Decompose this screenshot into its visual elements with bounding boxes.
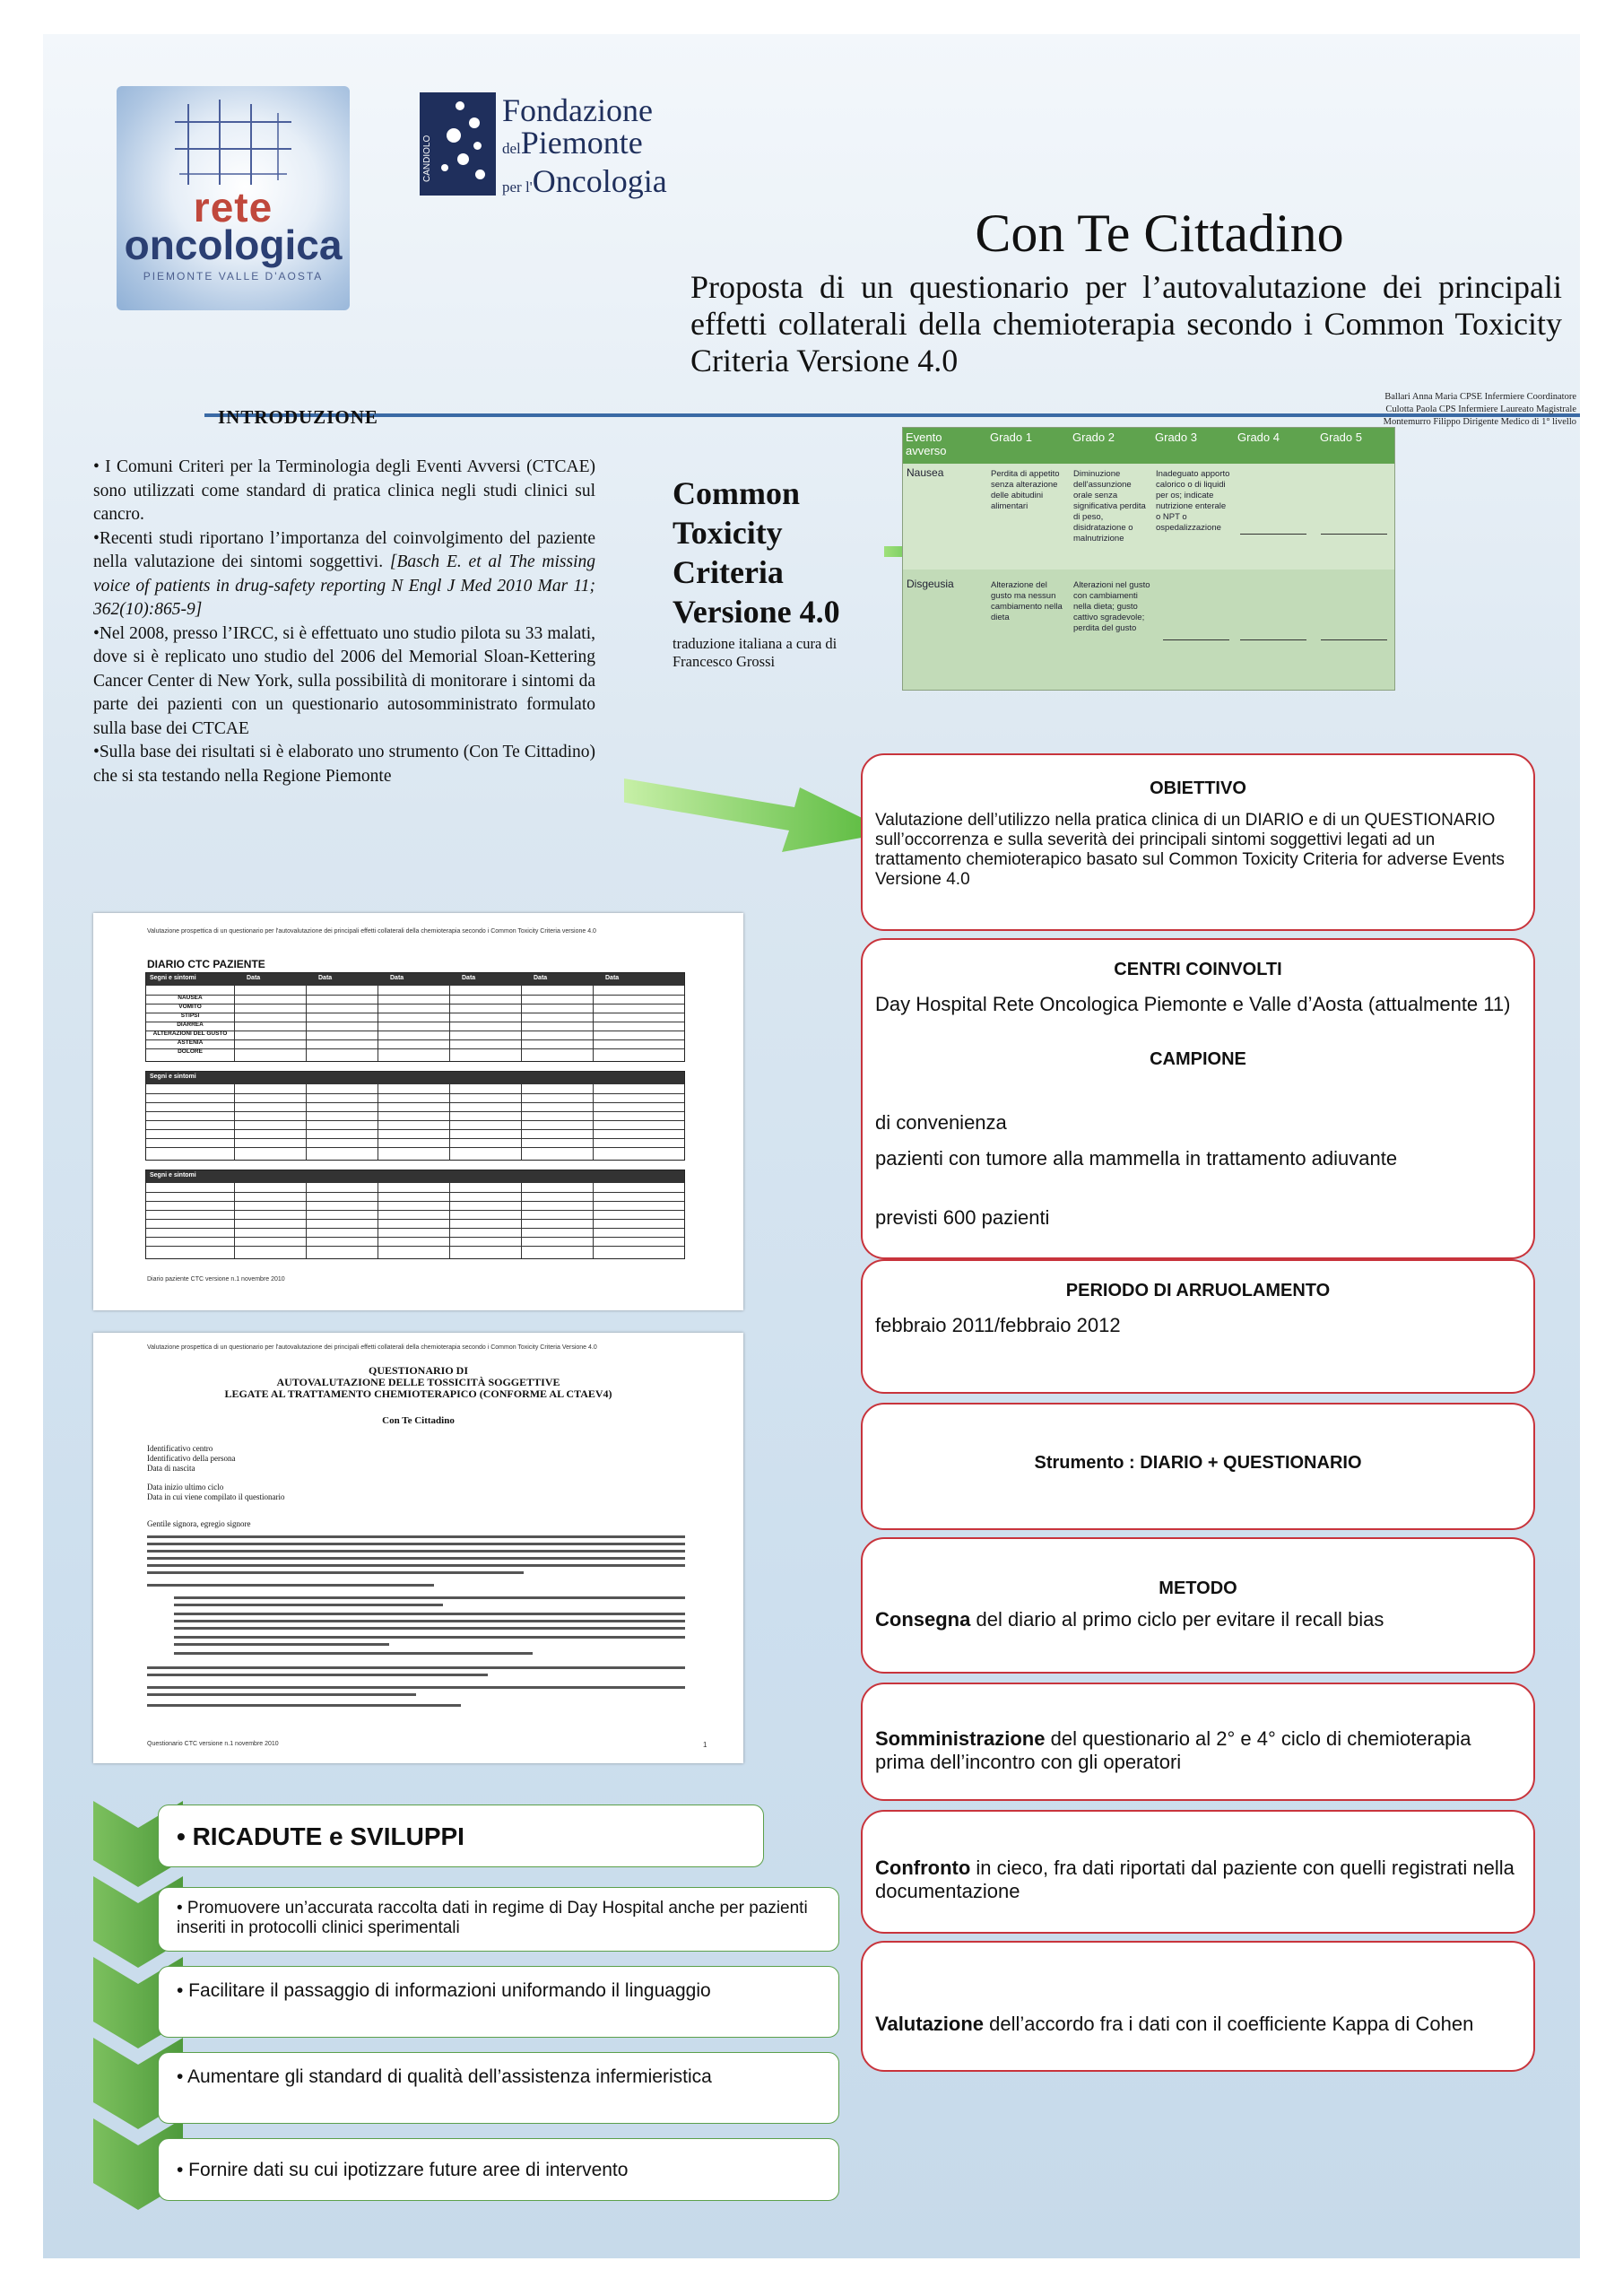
ctc-row-nausea-g1: Perdita di appetito senza alterazione delle abitudini alimentari (991, 469, 1060, 511)
centri-heading: CENTRI COINVOLTI (1114, 960, 1282, 979)
confronto-keyword: Confronto (875, 1857, 971, 1879)
fondazione-del: del (502, 140, 521, 157)
campione-line1: di convenienza (875, 1111, 1007, 1134)
fondazione-text (502, 94, 667, 204)
ctc-header-grado5: Grado 5 (1320, 430, 1362, 444)
fondazione-logo (420, 92, 698, 199)
fondazione-oncologia: Oncologia (532, 163, 667, 199)
campione-line3: previsti 600 pazienti (875, 1206, 1050, 1229)
rete-word: rete (193, 184, 273, 230)
questionario-name: Con Te Cittadino (382, 1415, 455, 1426)
ctc-line2: Toxicity (673, 515, 783, 551)
diario-table-3: Segni e sintomi (145, 1170, 685, 1259)
valutazione-text: dell’accordo fra i dati con il coefficiente Kappa di Cohen (984, 2013, 1474, 2035)
ctc-table (902, 427, 1395, 691)
author-2: Culotta Paola CPS Infermiere Laureato Magistrale (1385, 404, 1576, 414)
intro-p1: • I Comuni Criteri per la Terminologia degli Eventi Avversi (CTCAE) sono utilizzati come standard di pratica clinica negli studi clinici sul cancro. (93, 457, 595, 524)
poster-subtitle: Proposta di un questionario per l’autovalutazione dei principali effetti collaterali della chemioterapia secondo i Common Toxicity Criteria Versione 4.0 (690, 269, 1562, 378)
intro-citation: [Basch E. et al The missing voice of patients in drug-safety reporting N Engl J Med 2010 Mar 11; 362(10):865-9] (93, 552, 596, 619)
ricadute-item-4-text: • Fornire dati su cui ipotizzare future aree di intervento (177, 2160, 629, 2180)
somministrazione-box (861, 1683, 1535, 1801)
intro-p3: •Nel 2008, presso l’IRCC, si è effettuato uno studio pilota su 33 malati, dove si è replicato uno studio del 2006 del Memorial Sloan-Kettering Cancer Center di New York, sulla possibilità di monitorare i sintomi da parte dei pazienti con un questionario autosomministrato formulato sulla base dei CTCAE (93, 623, 595, 738)
ctc-table-header (903, 428, 1394, 464)
confronto-box (861, 1810, 1535, 1934)
intro-p4: •Sulla base dei risultati si è elaborato uno strumento (Con Te Cittadino) che si sta testando nella Regione Piemonte (93, 743, 595, 786)
large-arrow-icon (624, 752, 893, 859)
strumento-text: Strumento : DIARIO + QUESTIONARIO (1034, 1453, 1362, 1473)
obiettivo-box (861, 753, 1535, 931)
diario-top-note: Valutazione prospettica di un questionario per l'autovalutazione dei principali effetti collaterali della chemioterapia secondo i Common Toxicity Criteria versione 4.0 (147, 928, 596, 935)
confronto-text: in cieco, fra dati riportati dal paziente con quelli registrati nella documentazione (875, 1857, 1515, 1902)
obiettivo-text: Valutazione dell’utilizzo nella pratica clinica di un DIARIO e di un QUESTIONARIO sull’occorrenza e sulla severità dei principali sintomi soggettivi legati ad un trattamento chemioterapico basato sul Common Toxicity Criteria for adverse Events Versione 4.0 (875, 811, 1505, 889)
campione-line2: pazienti con tumore alla mammella in trattamento adiuvante (875, 1147, 1398, 1170)
ctc-header-grado4: Grado 4 (1237, 430, 1280, 444)
intro-text (93, 456, 595, 788)
ctc-blank (1240, 534, 1306, 535)
diario-footer: Diario paziente CTC versione n.1 novembre 2010 (147, 1276, 285, 1283)
ctc-row-nausea-g3: Inadeguato apporto calorico o di liquidi per os; indicate nutrizione enterale o NPT o ospedalizzazione (1156, 469, 1230, 533)
authors (1289, 391, 1576, 429)
campione-heading: CAMPIONE (1150, 1049, 1246, 1069)
candiolo-label: CANDIOLO (422, 135, 432, 182)
ctc-line3: Criteria (673, 554, 784, 590)
ctc-blank (1321, 534, 1387, 535)
ricadute-item-4 (158, 2138, 839, 2201)
ricadute-heading-box (158, 1805, 764, 1867)
diario-document (93, 913, 743, 1310)
ctc-blank (1321, 639, 1387, 640)
questionario-page-number: 1 (703, 1741, 707, 1749)
ricadute-item-1 (158, 1887, 839, 1952)
ctc-row-disgeusia-g1: Alterazione del gusto ma nessun cambiamento nella dieta (991, 580, 1063, 622)
diario-symptom-list: NAUSEA VOMITO STIPSI DIARREA ALTERAZIONI DEL GUSTO ASTENIA DOLORE (152, 995, 228, 1055)
periodo-heading: PERIODO DI ARRUOLAMENTO (1065, 1281, 1331, 1300)
ricadute-item-1-text: • Promuovere un’accurata raccolta dati in regime di Day Hospital anche per pazienti inseriti in protocolli clinici sperimentali (177, 1899, 808, 1937)
questionario-footer: Questionario CTC versione n.1 novembre 2010 (147, 1741, 279, 1747)
oncologica-word: oncologica (124, 222, 343, 268)
ctc-header-event: Evento avverso (906, 430, 947, 457)
diario-title: DIARIO CTC PAZIENTE (147, 958, 265, 970)
fondazione-line1: Fondazione (502, 92, 653, 128)
periodo-box (861, 1259, 1535, 1394)
metodo-keyword: Consegna (875, 1608, 971, 1631)
poster (43, 34, 1580, 2258)
ctc-header-grado1: Grado 1 (990, 430, 1032, 444)
valutazione-box (861, 1941, 1535, 2072)
network-grid-icon (170, 95, 296, 194)
questionario-document (93, 1333, 743, 1763)
questionario-greeting: Gentile signora, egregio signore (147, 1519, 251, 1528)
campione-box (861, 1107, 1535, 1259)
author-1: Ballari Anna Maria CPSE Infermiere Coordinatore (1384, 392, 1576, 402)
questionario-fields: Identificativo centro Identificativo della persona Data di nascita Data inizio ultimo ciclo Data in cui viene compilato il questionario (147, 1444, 285, 1501)
diario-table-2: Segni e sintomi (145, 1071, 685, 1161)
ctc-blank (1240, 639, 1306, 640)
somministrazione-text: del questionario al 2° e 4° ciclo di chemioterapia prima dell’incontro con gli operatori (875, 1727, 1471, 1773)
questionario-top-note: Valutazione prospettica di un questionario per l'autovalutazione dei principali effetti collaterali della chemioterapia secondo i Common Toxicity Criteria Versione 4.0 (147, 1344, 597, 1351)
ctc-title (673, 474, 840, 631)
author-3: Montemurro Filippo Dirigente Medico di 1° livello (1383, 417, 1576, 427)
poster-title: Con Te Cittadino (975, 204, 1344, 263)
intro-heading: INTRODUZIONE (218, 406, 378, 428)
centri-text: Day Hospital Rete Oncologica Piemonte e Valle d’Aosta (attualmente 11) (875, 993, 1511, 1015)
ctc-note: traduzione italiana a cura di Francesco Grossi (673, 635, 838, 670)
obiettivo-heading: OBIETTIVO (1150, 778, 1246, 798)
ctc-header-grado3: Grado 3 (1155, 430, 1197, 444)
fondazione-per: per l' (502, 178, 533, 196)
rete-subtitle: PIEMONTE VALLE D'AOSTA (143, 270, 324, 283)
ctc-blank (1163, 639, 1229, 640)
fondazione-piemonte: Piemonte (520, 125, 643, 161)
ricadute-item-3 (158, 2052, 839, 2124)
ricadute-item-3-text: • Aumentare gli standard di qualità dell’assistenza infermieristica (177, 2066, 712, 2087)
somministrazione-keyword: Somministrazione (875, 1727, 1046, 1750)
ricadute-heading: • RICADUTE e SVILUPPI (177, 1822, 464, 1850)
ctc-row-nausea-g2: Diminuzione dell'assunzione orale senza significativa perdita di peso, disidratazione o malnutrizione (1073, 469, 1146, 544)
intro-p2a: •Recenti studi riportano l’importanza del coinvolgimento del paziente nella valutazione dei sintomi soggettivi. (93, 528, 595, 571)
periodo-text: febbraio 2011/febbraio 2012 (875, 1314, 1121, 1336)
strumento-box (861, 1403, 1535, 1530)
metodo-box (861, 1537, 1535, 1674)
metodo-text: del diario al primo ciclo per evitare il recall bias (970, 1608, 1384, 1631)
ctc-line4: Versione 4.0 (673, 594, 840, 630)
ctc-row-disgeusia-event: Disgeusia (907, 578, 954, 590)
metodo-heading: METODO (1159, 1578, 1237, 1598)
ctc-header-grado2: Grado 2 (1072, 430, 1115, 444)
diario-table-1: Segni e sintomi Data Data Data Data Data Data (145, 972, 685, 1062)
ctc-row-nausea-event: Nausea (907, 466, 944, 479)
valutazione-keyword: Valutazione (875, 2013, 985, 2035)
ricadute-item-2-text: • Facilitare il passaggio di informazioni uniformando il linguaggio (177, 1980, 711, 2001)
ctc-line1: Common (673, 475, 800, 511)
ricadute-item-2 (158, 1966, 839, 2038)
ctc-row-disgeusia-g2: Alterazioni nel gusto con cambiamenti nella dieta; gusto cattivo sgradevole; perdita del gusto (1073, 580, 1150, 633)
molecule-dots-icon (420, 92, 496, 196)
questionario-heading: QUESTIONARIO DI AUTOVALUTAZIONE DELLE TOSSICITÀ SOGGETTIVE LEGATE AL TRATTAMENTO CHEMIOTERAPICO (CONFORME AL CTAEV4) (224, 1364, 612, 1400)
rete-oncologica-logo (117, 86, 350, 310)
